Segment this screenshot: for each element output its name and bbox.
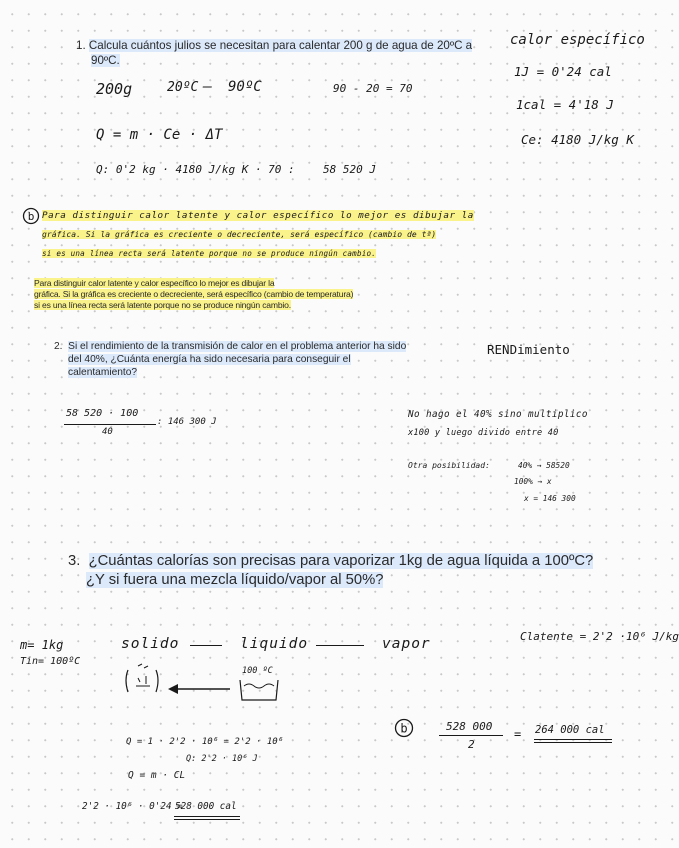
q1-result: 58 520 J <box>323 163 376 176</box>
latent-note-typed-line3: si es una línea recta será latente porque no se produce ningún cambio. <box>34 300 291 311</box>
q1-mass: 200g <box>96 80 133 98</box>
q1-delta-t: 90 - 20 = 70 <box>333 82 413 95</box>
q2-fraction-numerator: 58 520 · 100 <box>66 408 139 419</box>
question-3-text-line1: ¿Cuántas calorías son precisas para vaporizar 1kg de agua líquida a 100ºC? <box>88 553 594 569</box>
question-2-text-line3: calentamiento? <box>68 367 138 378</box>
circled-b-marker <box>22 207 42 227</box>
q1-arrow: — <box>203 77 213 95</box>
q3-dash-1 <box>190 645 222 646</box>
side-note-title: calor específico <box>510 32 645 48</box>
q1-temp-from: 20ºC <box>167 80 199 95</box>
latent-note-typed-line1: Para distinguir calor latente y calor específico lo mejor es dibujar la <box>34 278 275 288</box>
q3-calc-line1: Q = 1 · 2'2 · 10⁶ = 2'2 · 10⁶ <box>126 737 284 747</box>
question-2 <box>54 340 454 379</box>
side-note-joule: 1J = 0'24 cal <box>514 64 612 79</box>
q2-other-line3: x = 146 300 <box>524 494 576 503</box>
q1-substitution: Q: 0'2 kg · 4180 J/kg K · 70 : <box>96 163 295 176</box>
q3-calc-result: 528 000 cal <box>175 801 237 812</box>
q3-b-result: 264 000 cal <box>535 724 605 736</box>
question-1-line2-wrap <box>91 54 120 69</box>
latent-note-hand-line2: gráfica. Si la gráfica es creciente o decreciente, será específico (cambio de tª) <box>42 230 437 239</box>
q3-state-solid: solido <box>121 636 180 652</box>
left-arrow-icon <box>168 684 232 696</box>
q3-temp-label: 100 ºC <box>242 666 273 676</box>
q1-temp-to: 90ºC <box>228 79 262 95</box>
q3-state-liquid: liquido <box>240 636 309 652</box>
question-3 <box>68 552 593 590</box>
q2-fraction-result: : 146 300 J <box>157 417 217 427</box>
q3-b-result-underline-1 <box>534 739 612 740</box>
q3-dash-2 <box>316 645 364 646</box>
q1-formula: Q = m · Ce · ΔT <box>96 127 223 143</box>
latent-note-typed <box>34 278 353 312</box>
q3-calc-line3: Q = m · CL <box>128 770 186 781</box>
q2-note-line1: No hago el 40% sino multiplico <box>408 409 588 420</box>
q3-result-underline-2 <box>174 819 240 820</box>
circled-b-marker-q3 <box>394 718 416 740</box>
q3-given-temperature: Tin= 100ºC <box>20 656 81 667</box>
q2-fraction-bar <box>64 424 156 425</box>
q3-b-denominator: 2 <box>468 738 475 751</box>
circled-b-letter: b <box>27 210 35 223</box>
latent-note-hand-line1: Para distinguir calor latente y calor específico lo mejor es dibujar la <box>42 210 474 221</box>
q3-b-result-underline-2 <box>534 742 612 743</box>
q3-b-fraction-bar <box>439 735 503 736</box>
q3-b-numerator: 528 000 <box>446 720 493 733</box>
q2-note-line2: x100 y luego divido entre 40 <box>408 428 559 438</box>
q3-calc-line2: Q: 2'2 · 10⁶ J <box>186 754 258 764</box>
q2-fraction-denominator: 40 <box>102 427 113 437</box>
question-3-text-line2: ¿Y si fuera una mezcla líquido/vapor al 50%? <box>86 572 384 588</box>
question-2-text-line2: del 40%, ¿Cuánta energía ha sido necesaria para conseguir el <box>68 354 351 365</box>
q3-state-vapor: vapor <box>382 636 431 652</box>
q3-given-mass: m= 1kg <box>20 638 64 652</box>
question-1-number: 1. <box>76 39 86 52</box>
question-3-number: 3. <box>68 553 81 569</box>
question-2-text-line1: Si el rendimiento de la transmisión de calor en el problema anterior ha sido <box>68 341 407 352</box>
question-1-text-line2: 90ºC. <box>91 54 120 67</box>
circled-b-q3-letter: b <box>400 721 408 736</box>
side-note-specific-heat: Ce: 4180 J/kg K <box>521 132 634 147</box>
q3-b-equals: = <box>514 727 522 741</box>
q3-latent-heat: Clatente = 2'2 ·10⁶ J/kg <box>520 630 679 643</box>
q2-side-title: RENDimiento <box>487 342 570 357</box>
latent-note-hand-line3: si es una línea recta será latente porque no se produce ningún cambio. <box>42 249 377 258</box>
q3-result-underline-1 <box>174 816 240 817</box>
latent-note-typed-line2: gráfica. Si la gráfica es creciente o decreciente, será específico (cambio de temperatura) <box>34 289 354 300</box>
q2-other-line2: 100% → x <box>514 477 552 486</box>
question-1 <box>76 39 476 54</box>
q2-other-line1: 40% → 58520 <box>518 461 570 470</box>
q2-other-label: Otra posibilidad: <box>408 461 490 470</box>
ice-cube-sketch <box>122 664 164 700</box>
question-1-text-line1: Calcula cuántos julios se necesitan para calentar 200 g de agua de 20ºC a <box>88 39 473 52</box>
q3-calc-line4: 2'2 · 10⁶ · 0'24 = <box>82 801 183 812</box>
question-2-number: 2. <box>54 341 63 352</box>
side-note-calorie: 1cal = 4'18 J <box>516 97 614 112</box>
water-container-sketch <box>238 678 280 704</box>
